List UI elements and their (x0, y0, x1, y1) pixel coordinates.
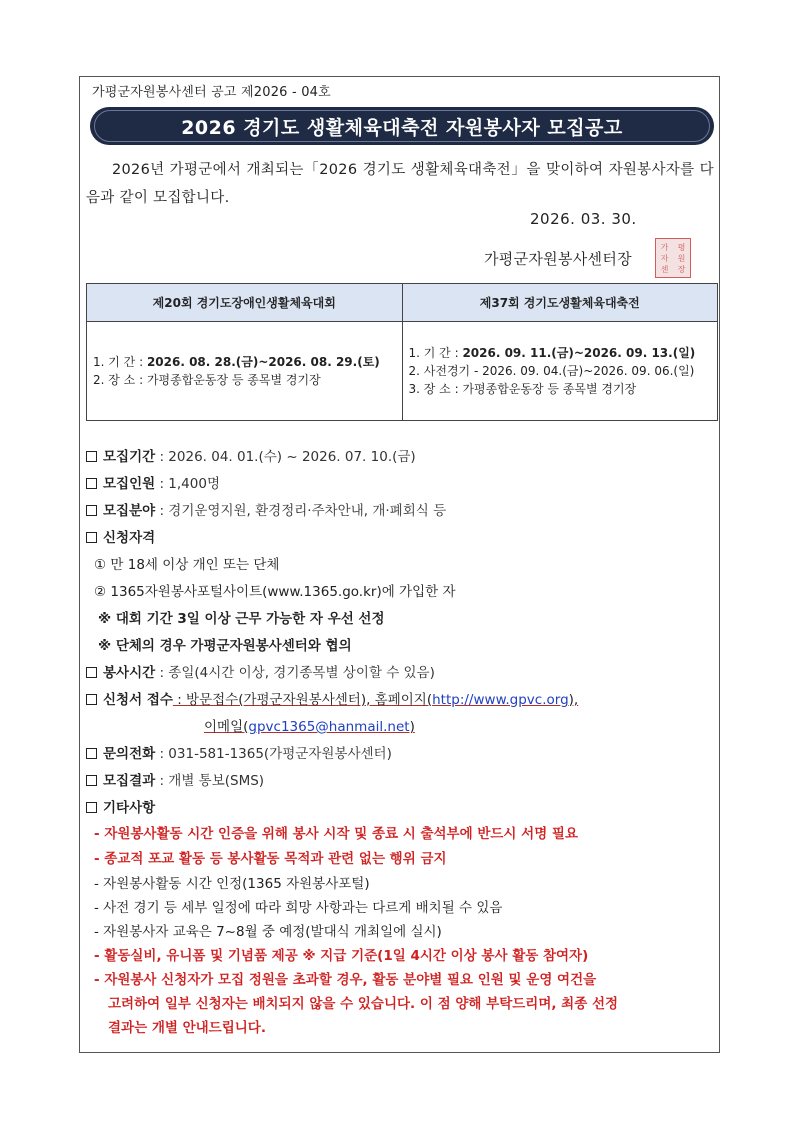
checkbox-bullet-icon (86, 505, 97, 516)
event-header-left: 제20회 경기도장애인생활체육대회 (87, 284, 403, 322)
checkbox-bullet-icon (86, 532, 97, 543)
apply-row: 신청서 접수 : 방문접수(가평군자원봉사센터), 홈페이지(http://www.gpvc.org), (86, 688, 578, 708)
time-row: 봉사시간 : 종일(4시간 이상, 경기종목별 상이할 수 있음) (86, 661, 435, 681)
checkbox-bullet-icon (86, 775, 97, 786)
count-row: 모집인원 : 1,400명 (86, 472, 220, 492)
result-row: 모집결과 : 개별 통보(SMS) (86, 769, 264, 789)
event-line: 2. 사전경기 - 2026. 09. 04.(금)~2026. 09. 06.(일) (408, 364, 695, 378)
issuer-name: 가평군자원봉사센터장 (484, 250, 632, 268)
etc-item: - 활동실비, 유니폼 및 기념품 제공 ※ 지급 기준(1일 4시간 이상 봉사 활동 참여자) (94, 948, 589, 964)
qualification-note: ※ 단체의 경우 가평군자원봉사센터와 협의 (98, 638, 352, 654)
page-title: 2026 경기도 생활체육대축전 자원봉사자 모집공고 (90, 107, 714, 145)
field-row: 모집분야 : 경기운영지원, 환경정리·주차안내, 개·폐회식 등 (86, 499, 446, 519)
etc-item: - 자원봉사활동 시간 인정(1365 자원봉사포털) (94, 876, 370, 892)
official-seal-icon: 가 평 자 원 센 장 (655, 238, 691, 278)
event-header-right: 제37회 경기도생활체육대축전 (402, 284, 718, 322)
qualification-row: 신청자격 (86, 526, 155, 546)
qualification-item: ① 만 18세 이상 개인 또는 단체 (94, 557, 280, 573)
checkbox-bullet-icon (86, 478, 97, 489)
etc-item-continued: 결과는 개별 안내드립니다. (108, 1020, 266, 1036)
etc-item: - 자원봉사활동 시간 인증을 위해 봉사 시작 및 종료 시 출석부에 반드시 서명 필요 (94, 826, 579, 842)
apply-email-row: 이메일(gpvc1365@hanmail.net) (204, 719, 415, 735)
checkbox-bullet-icon (86, 802, 97, 813)
etc-item: - 자원봉사자 교육은 7~8월 중 예정(발대식 개최일에 실시) (94, 924, 442, 940)
qualification-note: ※ 대회 기간 3일 이상 근무 가능한 자 우선 선정 (98, 611, 385, 627)
checkbox-bullet-icon (86, 748, 97, 759)
phone-row: 문의전화 : 031-581-1365(가평군자원봉사센터) (86, 742, 392, 762)
etc-item: - 사전 경기 등 세부 일정에 따라 희망 사항과는 다르게 배치될 수 있음 (94, 900, 503, 916)
event-details-left (87, 322, 403, 421)
homepage-link[interactable]: http://www.gpvc.org (432, 692, 569, 708)
checkbox-bullet-icon (86, 667, 97, 678)
intro-paragraph: 2026년 가평군에서 개최되는「2026 경기도 생활체육대축전」을 맞이하여 자원봉사자를 다음과 같이 모집합니다. (86, 162, 714, 206)
event-line: 1. 기 간 : 2026. 09. 11.(금)~2026. 09. 13.(일) (408, 346, 696, 360)
checkbox-bullet-icon (86, 694, 97, 705)
event-line: 3. 장 소 : 가평종합운동장 등 종목별 경기장 (408, 382, 637, 396)
checkbox-bullet-icon (86, 451, 97, 462)
event-line: 1. 기 간 : 2026. 08. 28.(금)~2026. 08. 29.(토) (93, 355, 380, 369)
etc-item: - 자원봉사 신청자가 모집 정원을 초과할 경우, 활동 분야별 필요 인원 및 운영 여건을 (94, 972, 597, 988)
notice-date: 2026. 03. 30. (530, 210, 637, 228)
notice-number: 가평군자원봉사센터 공고 제2026 - 04호 (92, 85, 331, 100)
event-details-right (402, 322, 718, 421)
etc-item: - 종교적 포교 활동 등 봉사활동 목적과 관련 없는 행위 금지 (94, 851, 447, 867)
period-row: 모집기간 : 2026. 04. 01.(수) ~ 2026. 07. 10.(금) (86, 445, 416, 465)
email-link[interactable]: gpvc1365@hanmail.net (248, 719, 410, 735)
qualification-item: ② 1365자원봉사포털사이트(www.1365.go.kr)에 가입한 자 (94, 584, 456, 600)
etc-row: 기타사항 (86, 796, 155, 816)
etc-item-continued: 고려하여 일부 신청자는 배치되지 않을 수 있습니다. 이 점 양해 부탁드리며, 최종 선정 (108, 996, 619, 1012)
event-line: 2. 장 소 : 가평종합운동장 등 종목별 경기장 (93, 373, 321, 387)
events-table (86, 283, 718, 421)
